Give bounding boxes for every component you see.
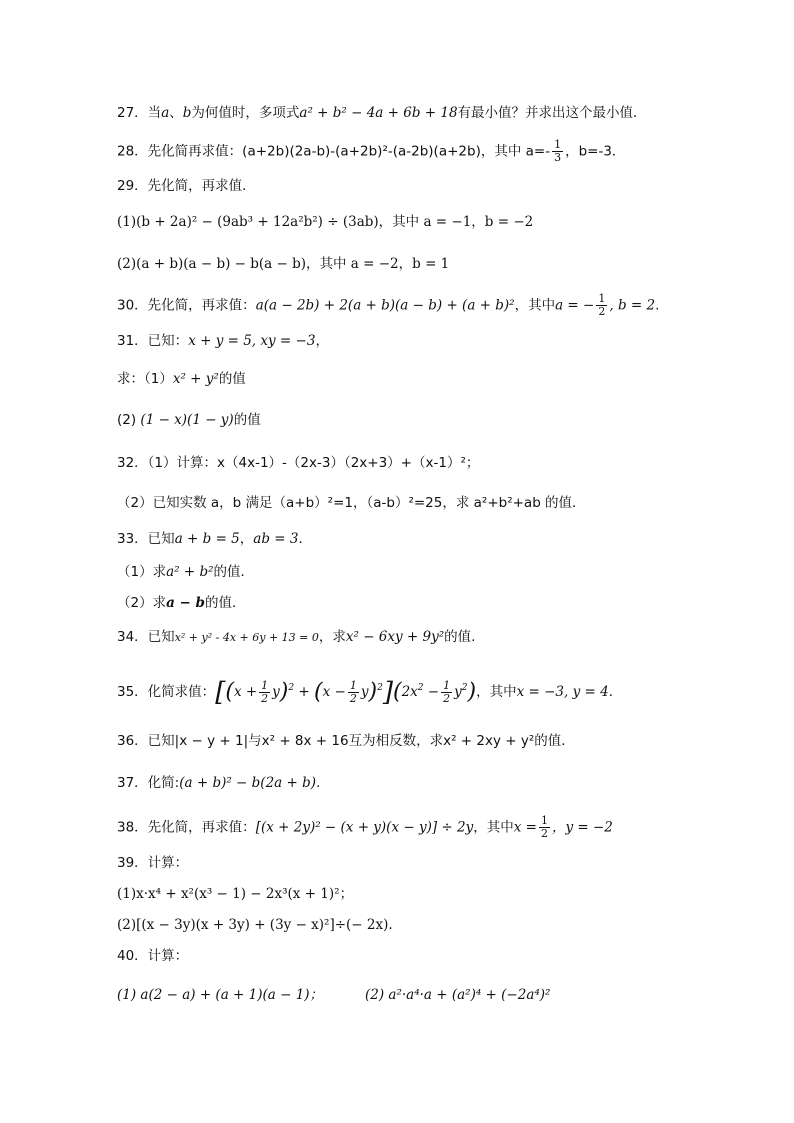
problem-38: 38．先化简，再求值：[(x + 2y)² − (x + y)(x − y)] ÷ 2y，其中x = $\frac{1}{2}$ ，y = −2 [117,814,613,840]
fraction: $\frac{1}{2}$ [540,814,548,840]
problem-40-part-2: (2) a²·a⁴·a + (a²)⁴ + (−2a⁴)² [365,987,551,1003]
fraction: $\frac{1}{2}$ [598,292,606,318]
problem-30: 30．先化简，再求值：a(a − 2b) + 2(a + b)(a − b) + (a + b)²，其中a = − $\frac{1}{2}$ , b = 2. [117,292,660,318]
problem-36: 36．已知|x − y + 1|与x² + 8x + 16互为相反数，求x² + 2xy + y²的值． [117,733,575,749]
problem-33-part-2: （2）求a − b的值． [117,595,246,611]
problem-29: 29．先化简，再求值． [117,178,256,194]
polynomial-expression: a² + b² − 4a + 6b + 18 [299,105,458,121]
problem-35: 35．化简求值：[(x + $\frac{1}{2}$ y)$^2$ + (x − $\frac{1}{2}$ $y)^2](2x^2$ − $\frac{1}{2}$ $y^2$)，其中x = −3, y = 4． [117,677,623,708]
problem-39-part-2: (2)[(x − 3y)(x + 3y) + (3y − x)²]÷(− 2x). [117,917,393,933]
compound-expression: [(x + $\frac{1}{2}$ y)$^2$ + (x − $\frac{1}{2}$ $y)^2](2x^2$ − $\frac{1}{2}$ $y^2$) [215,677,477,708]
problem-29-part-1: (1)(b + 2a)² − (9ab³ + 12a²b²) ÷ (3ab)，其中 a = −1，b = −2 [117,214,534,230]
problem-39-part-1: (1)x·x⁴ + x²(x³ − 1) − 2x³(x + 1)²； [117,886,354,902]
problem-32-part-1: 32．（1）计算：x（4x-1）-（2x-3）（2x+3）+（x-1）²； [117,455,480,471]
problem-28: 28．先化简再求值：(a+2b)(2a-b)-(a+2b)²-(a-2b)(a+2b)，其中 a=- $\frac{1}{3}$ ，b=-3． [117,138,626,164]
problem-34: 34．已知x² + y² - 4x + 6y + 13 = 0，求x² − 6xy + 9y²的值. [117,629,476,645]
problem-37: 37．化简:(a + b)² − b(2a + b). [117,775,321,791]
problem-33: 33．已知a + b = 5，ab = 3． [117,531,312,547]
problem-33-part-1: （1）求a² + b²的值． [117,564,255,580]
problem-39: 39．计算： [117,855,189,871]
fraction: $\frac{1}{3}$ [554,138,562,164]
problem-29-part-2: (2)(a + b)(a − b) − b(a − b)，其中 a = −2，b = 1 [117,256,450,272]
problem-31: 31．已知：x + y = 5, xy = −3， [117,333,329,349]
problem-31-part-1: 求：（1）x² + y²的值 [117,371,246,387]
problem-40: 40．计算： [117,948,189,964]
problem-40-part-1: (1) a(2 − a) + (a + 1)(a − 1)； [117,987,324,1003]
problem-27: 27．当a、b为何值时，多项式a² + b² − 4a + 6b + 18有最小值？并求出这个最小值． [117,105,647,121]
problem-32-part-2: （2）已知实数 a，b 满足（a+b）²=1，（a-b）²=25，求 a²+b²+ab 的值． [117,495,586,511]
problem-31-part-2: (2) (1 − x)(1 − y)的值 [117,412,261,428]
